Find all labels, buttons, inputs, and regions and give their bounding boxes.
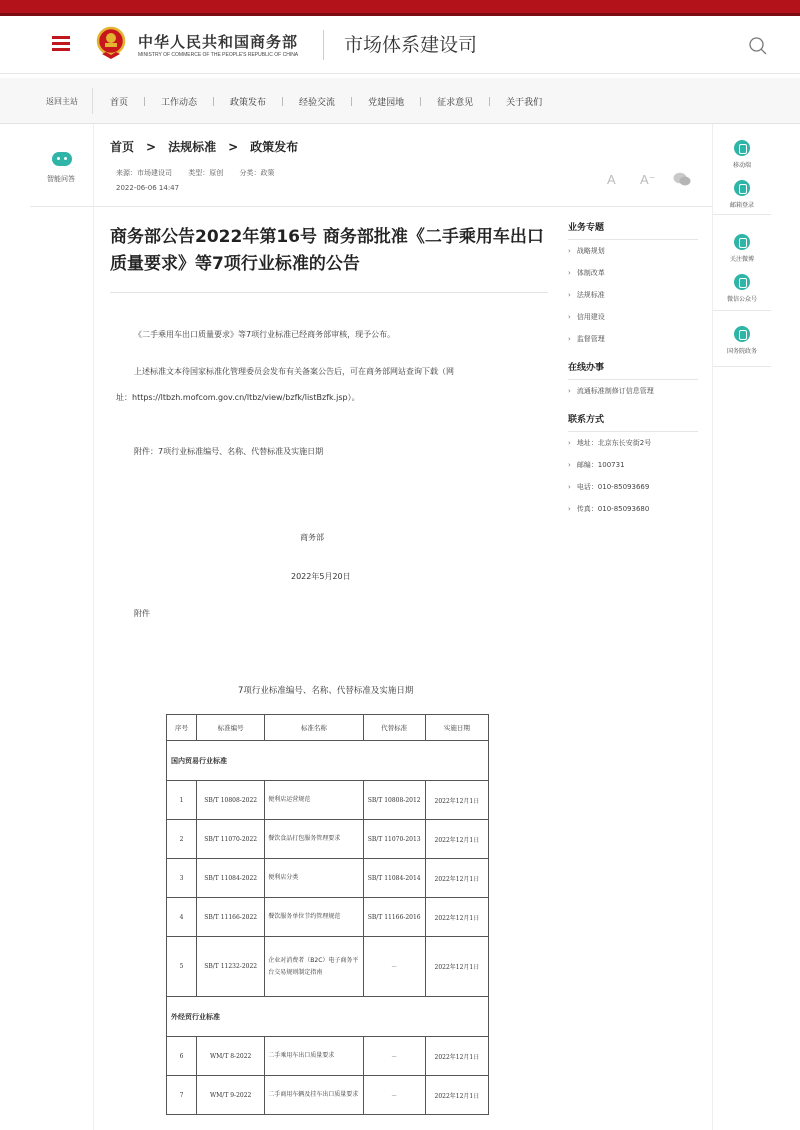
online-services-title: 在线办事 <box>568 360 698 380</box>
cell-no: 2 <box>167 820 197 859</box>
table-row <box>167 937 489 997</box>
weibo-link[interactable] <box>713 234 771 263</box>
org-name-cn: 中华人民共和国商务部 <box>138 33 299 51</box>
nav-item-party[interactable]: 党建园地 <box>368 98 405 108</box>
chatbot-label[interactable]: 智能问答 <box>47 175 75 183</box>
cell-code: SB/T 10808-2022 <box>197 781 265 820</box>
col-header-code: 标准编号 <box>197 715 265 741</box>
contact-title: 联系方式 <box>568 412 698 432</box>
topic-supervision[interactable]: › 监督管理 <box>568 328 698 350</box>
cell-date: 2022年12月1日 <box>425 820 488 859</box>
cell-no: 7 <box>167 1076 197 1115</box>
wechat-account-label: 微信公众号 <box>726 296 757 303</box>
main-nav <box>0 78 800 124</box>
state-council-link[interactable] <box>713 326 771 355</box>
breadcrumb <box>110 138 298 155</box>
rail-divider <box>713 366 771 367</box>
meta-type: 类型：原创 <box>188 169 224 177</box>
cell-date: 2022年12月1日 <box>425 898 488 937</box>
table-row <box>167 859 489 898</box>
right-sidebar <box>568 220 698 530</box>
nav-item-policy[interactable]: 政策发布 <box>230 98 267 108</box>
nav-items <box>110 95 542 108</box>
section-row <box>167 997 489 1037</box>
cell-code: SB/T 11232-2022 <box>197 937 265 997</box>
breadcrumb-standards[interactable]: 法规标准 <box>168 140 217 154</box>
mail-login-link[interactable] <box>713 180 771 209</box>
cell-code: SB/T 11084-2022 <box>197 859 265 898</box>
table-row <box>167 781 489 820</box>
cell-name: 企业对消费者（B2C）电子商务平台交易规则制定指南 <box>265 937 363 997</box>
topics-title: 业务专题 <box>568 220 698 240</box>
mobile-icon <box>734 140 750 156</box>
cell-no: 6 <box>167 1037 197 1076</box>
cell-date: 2022年12月1日 <box>425 859 488 898</box>
weibo-label: 关注微博 <box>729 256 754 263</box>
header-divider <box>323 30 324 60</box>
cell-replaces: SB/T 10808-2012 <box>363 781 425 820</box>
sign-date: 2022年5月20日 <box>291 572 351 581</box>
contact-address: › 地址：北京东长安街2号 <box>568 432 698 454</box>
menu-icon[interactable] <box>52 36 70 52</box>
cell-name: 餐饮服务单位节约管理规范 <box>265 898 363 937</box>
cell-replaces: SB/T 11166-2016 <box>363 898 425 937</box>
department-name: 市场体系建设司 <box>344 34 478 56</box>
article-title: 商务部公告2022年第16号 商务部批准《二手乘用车出口质量要求》等7项行业标准的公告 <box>110 227 544 274</box>
breadcrumb-separator: > <box>146 140 157 154</box>
table-row <box>167 820 489 859</box>
section-row <box>167 741 489 781</box>
col-header-date: 实施日期 <box>425 715 488 741</box>
nav-item-feedback[interactable]: 征求意见 <box>437 98 474 108</box>
nav-item-news[interactable]: 工作动态 <box>161 98 198 108</box>
cell-name: 二手乘用车出口质量要求 <box>265 1037 363 1076</box>
table-row <box>167 1037 489 1076</box>
national-emblem-icon <box>96 26 126 60</box>
rail-divider <box>713 214 771 215</box>
wechat-account-icon <box>734 274 750 290</box>
state-council-icon <box>734 326 750 342</box>
publish-datetime: 2022-06-06 14:47 <box>116 184 180 192</box>
col-header-replaces: 代替标准 <box>363 715 425 741</box>
meta-source: 来源：市场建设司 <box>116 169 172 177</box>
cell-replaces: SB/T 11070-2013 <box>363 820 425 859</box>
wechat-account-link[interactable] <box>713 274 771 303</box>
table-title: 7项行业标准编号、名称、代替标准及实施日期 <box>238 686 414 696</box>
breadcrumb-home[interactable]: 首页 <box>110 140 135 154</box>
cell-replaces: － <box>363 937 425 997</box>
cell-no: 3 <box>167 859 197 898</box>
cell-date: 2022年12月1日 <box>425 937 488 997</box>
mail-label: 邮箱登录 <box>729 202 754 209</box>
nav-item-experience[interactable]: 经验交流 <box>299 98 336 108</box>
meta-divider <box>94 206 712 207</box>
top-red-bar <box>0 0 800 16</box>
contact-fax: › 传真：010-85093680 <box>568 498 698 520</box>
nav-divider <box>92 88 93 114</box>
mobile-link[interactable] <box>713 140 771 169</box>
left-rail <box>30 124 94 1130</box>
article-paragraph-2b: 址：https://ltbzh.mofcom.gov.cn/ltbz/view/bzfk/listBzfk.jsp）。 <box>116 393 360 402</box>
rail-divider <box>713 310 771 311</box>
org-name-en: MINISTRY OF COMMERCE OF THE PEOPLE'S REPUBLIC OF CHINA <box>138 52 299 58</box>
online-standards-mgmt[interactable]: › 流通标准制修订信息管理 <box>568 380 698 402</box>
topic-standards[interactable]: › 法规标准 <box>568 284 698 306</box>
cell-no: 1 <box>167 781 197 820</box>
cell-date: 2022年12月1日 <box>425 1076 488 1115</box>
cell-replaces: － <box>363 1037 425 1076</box>
mail-icon <box>734 180 750 196</box>
back-to-main-link[interactable]: 返回主站 <box>46 97 78 106</box>
cell-code: WM/T 8-2022 <box>197 1037 265 1076</box>
signer: 商务部 <box>300 533 324 542</box>
table-header-row <box>167 715 489 741</box>
table-row <box>167 1076 489 1115</box>
cell-name: 餐饮食品打包服务管理要求 <box>265 820 363 859</box>
rail-divider <box>30 206 94 207</box>
breadcrumb-separator: > <box>228 140 239 154</box>
nav-item-about[interactable]: 关于我们 <box>506 98 543 108</box>
cell-date: 2022年12月1日 <box>425 1037 488 1076</box>
col-header-name: 标准名称 <box>265 715 363 741</box>
right-rail <box>712 124 770 1130</box>
attachment-label: 附件 <box>134 609 150 618</box>
article-paragraph-1: 《二手乘用车出口质量要求》等7项行业标准已经商务部审核，现予公布。 <box>134 330 396 339</box>
search-icon[interactable] <box>748 36 768 56</box>
wechat-share-icon[interactable] <box>673 172 691 186</box>
section-foreign-trade: 外经贸行业标准 <box>167 997 489 1037</box>
cell-no: 5 <box>167 937 197 997</box>
meta-category: 分类：政策 <box>239 169 275 177</box>
cell-replaces: － <box>363 1076 425 1115</box>
topic-credit[interactable]: › 信用建设 <box>568 306 698 328</box>
contact-postcode: › 邮编：100731 <box>568 454 698 476</box>
cell-code: SB/T 11166-2022 <box>197 898 265 937</box>
cell-code: WM/T 9-2022 <box>197 1076 265 1115</box>
cell-no: 4 <box>167 898 197 937</box>
weibo-icon <box>734 234 750 250</box>
cell-date: 2022年12月1日 <box>425 781 488 820</box>
attachment-note: 附件：7项行业标准编号、名称、代替标准及实施日期 <box>134 447 324 456</box>
cell-code: SB/T 11070-2022 <box>197 820 265 859</box>
state-council-label: 国务院政务 <box>726 348 757 355</box>
topic-reform[interactable]: › 体制改革 <box>568 262 698 284</box>
col-header-no: 序号 <box>167 715 197 741</box>
cell-name: 便利店运营规范 <box>265 781 363 820</box>
cell-name: 便利店分类 <box>265 859 363 898</box>
font-size-small-button[interactable]: A⁻ <box>640 172 656 187</box>
topic-strategy[interactable]: › 战略规划 <box>568 240 698 262</box>
table-row <box>167 898 489 937</box>
title-divider <box>110 292 548 293</box>
mobile-label: 移动端 <box>732 162 751 169</box>
site-header <box>0 16 800 74</box>
breadcrumb-policy[interactable]: 政策发布 <box>250 140 299 154</box>
standards-table <box>166 714 489 1115</box>
article-meta <box>116 168 288 178</box>
cell-name: 二手商用车辆及挂车出口质量要求 <box>265 1076 363 1115</box>
nav-item-home[interactable]: 首页 <box>110 98 129 108</box>
cell-replaces: SB/T 11084-2014 <box>363 859 425 898</box>
article-paragraph-2a: 上述标准文本待国家标准化管理委员会发布有关备案公告后，可在商务部网站查询下载（网 <box>134 367 454 376</box>
section-domestic: 国内贸易行业标准 <box>167 741 489 781</box>
contact-phone: › 电话：010-85093669 <box>568 476 698 498</box>
font-size-large-button[interactable]: A <box>607 172 616 187</box>
chatbot-icon[interactable] <box>52 152 72 166</box>
